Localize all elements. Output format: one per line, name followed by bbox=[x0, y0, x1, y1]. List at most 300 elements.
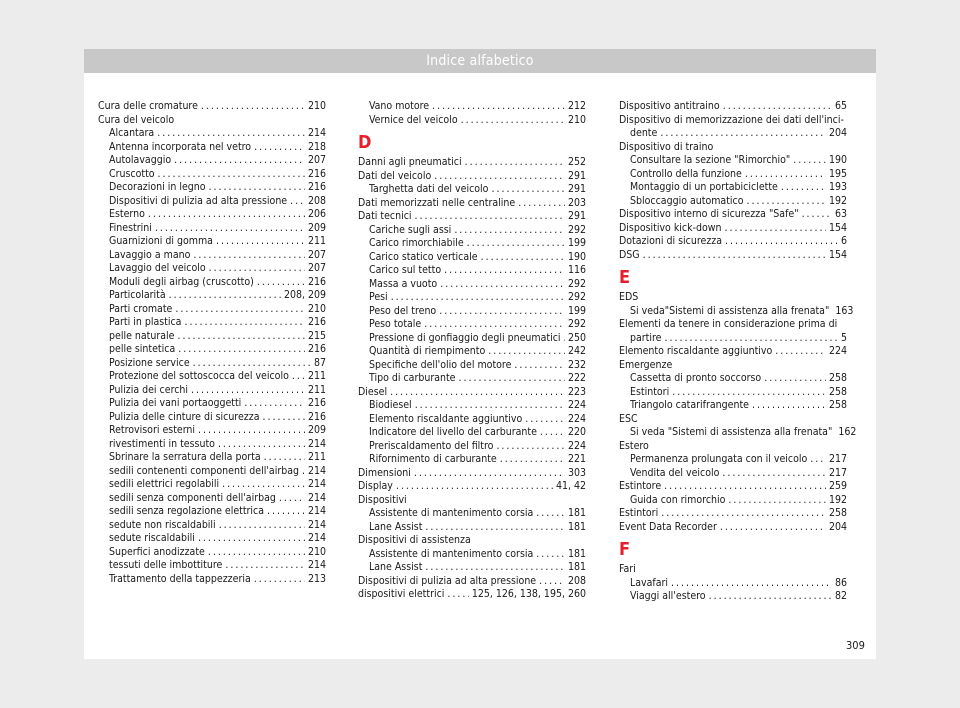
entry-term: Particolarità bbox=[109, 289, 166, 301]
entry-term: Dispositivo kick-down bbox=[619, 221, 722, 234]
entry-term: Lane Assist bbox=[369, 520, 423, 533]
index-subentry bbox=[619, 590, 847, 604]
index-subentry bbox=[358, 318, 586, 332]
dot-leader bbox=[491, 183, 565, 197]
index-subentry bbox=[619, 304, 854, 319]
entry-page-ref: 232 bbox=[567, 358, 586, 371]
entry-term: Si veda"Sistemi di assistenza alla frenata" bbox=[630, 304, 830, 317]
entry-term: Event Data Recorder bbox=[619, 520, 717, 533]
index-subentry bbox=[98, 249, 326, 263]
entry-term: Si veda "Sistemi di assistenza alla frenata" bbox=[630, 426, 833, 438]
dot-leader bbox=[158, 168, 305, 182]
entry-term: Finestrini bbox=[109, 221, 152, 234]
index-heading: Emergenze bbox=[619, 358, 673, 371]
dot-leader bbox=[218, 438, 305, 452]
dot-leader bbox=[725, 235, 838, 249]
dot-leader bbox=[209, 262, 305, 276]
index-heading: Dispositivi bbox=[358, 493, 407, 506]
dot-leader bbox=[424, 318, 565, 332]
index-entry bbox=[619, 345, 847, 359]
dot-leader bbox=[454, 224, 565, 238]
entry-page-ref: 192 bbox=[828, 194, 847, 207]
dot-leader bbox=[148, 208, 305, 222]
entry-page-ref: 209 bbox=[307, 424, 326, 436]
dot-leader bbox=[254, 141, 305, 155]
entry-page-ref: 291 bbox=[567, 183, 586, 195]
dot-leader bbox=[643, 249, 826, 263]
entry-term: Preriscaldamento del filtro bbox=[369, 439, 494, 452]
dot-leader bbox=[664, 332, 838, 346]
entry-term: Dati del veicolo bbox=[358, 169, 432, 182]
dot-leader bbox=[216, 235, 305, 249]
entry-page-ref: 291 bbox=[567, 210, 586, 222]
index-subentry bbox=[98, 330, 326, 344]
entry-page-ref: 162 bbox=[838, 426, 857, 438]
dot-leader bbox=[444, 264, 565, 278]
entry-term: Lane Assist bbox=[369, 561, 423, 573]
dot-leader bbox=[672, 386, 826, 400]
entry-page-ref: 207 bbox=[307, 154, 326, 166]
entry-page-ref: 214 bbox=[307, 559, 326, 571]
dot-leader bbox=[279, 492, 305, 506]
entry-term: Esterno bbox=[109, 208, 145, 220]
entry-page-ref: 224 bbox=[567, 412, 586, 425]
entry-term: DSG bbox=[619, 248, 640, 261]
entry-term: Alcantara bbox=[109, 127, 155, 139]
index-subentry bbox=[619, 577, 847, 591]
entry-page-ref: 181 bbox=[567, 520, 586, 533]
index-subentry bbox=[358, 278, 586, 292]
entry-page-ref: 211 bbox=[307, 383, 326, 396]
entry-term: Superfici anodizzate bbox=[109, 545, 205, 558]
index-subentry bbox=[358, 100, 586, 114]
entry-term: Dispositivi di pulizia ad alta pressione bbox=[358, 574, 537, 587]
index-subentry bbox=[98, 127, 326, 141]
entry-page-ref: 82 bbox=[834, 590, 847, 602]
index-heading: EDS bbox=[619, 291, 639, 303]
entry-page-ref: 224 bbox=[567, 399, 586, 411]
index-subentry bbox=[619, 467, 847, 481]
index-entry bbox=[619, 100, 847, 114]
entry-page-ref: 125, 126, 138, 195, 260 bbox=[471, 588, 586, 600]
entry-page-ref: 224 bbox=[828, 345, 847, 357]
dot-leader bbox=[459, 372, 565, 386]
entry-term: rivestimenti in tessuto bbox=[109, 437, 215, 450]
index-entry bbox=[358, 197, 586, 211]
index-subentry bbox=[358, 507, 586, 521]
dot-leader bbox=[661, 507, 826, 521]
dot-leader bbox=[496, 440, 565, 454]
entry-term: Sbloccaggio automatico bbox=[630, 194, 744, 207]
manual-page bbox=[84, 49, 876, 659]
index-subentry bbox=[98, 384, 326, 398]
dot-leader bbox=[781, 181, 826, 195]
dot-leader bbox=[262, 411, 304, 425]
entry-term: Guida con rimorchio bbox=[630, 493, 726, 506]
index-subentry bbox=[358, 224, 586, 238]
dot-leader bbox=[752, 399, 826, 413]
index-subentry bbox=[358, 548, 586, 562]
index-subentry bbox=[358, 359, 586, 373]
dot-leader bbox=[169, 289, 281, 303]
dot-leader bbox=[244, 397, 305, 411]
dot-leader bbox=[254, 573, 305, 587]
entry-page-ref: 216 bbox=[307, 181, 326, 193]
entry-term: Targhetta dati del veicolo bbox=[369, 183, 489, 195]
entry-term: Dispositivo antitraino bbox=[619, 100, 720, 112]
dot-leader bbox=[764, 372, 826, 386]
entry-page-ref: 291 bbox=[567, 169, 586, 182]
index-subentry bbox=[619, 453, 847, 467]
dot-leader bbox=[415, 210, 565, 224]
entry-page-ref: 210 bbox=[307, 100, 326, 112]
index-subentry bbox=[98, 262, 326, 276]
index-subentry bbox=[98, 154, 326, 168]
entry-page-ref: 258 bbox=[828, 507, 847, 519]
dot-leader bbox=[191, 384, 305, 398]
index-subentry bbox=[98, 424, 326, 438]
entry-term: sedili contenenti componenti dell'airbag bbox=[109, 464, 300, 477]
dot-leader bbox=[432, 100, 565, 114]
entry-page-ref: 190 bbox=[828, 154, 847, 166]
entry-page-ref: 292 bbox=[567, 277, 586, 290]
entry-term: sedute riscaldabili bbox=[109, 532, 195, 544]
entry-term: Elemento riscaldante aggiuntivo bbox=[369, 412, 523, 425]
entry-term: sedili senza componenti dell'airbag bbox=[109, 491, 276, 504]
entry-page-ref: 216 bbox=[307, 167, 326, 180]
dot-leader bbox=[514, 359, 565, 373]
entry-term: Montaggio di un portabiciclette bbox=[630, 181, 778, 193]
index-subentry bbox=[619, 332, 847, 346]
dot-leader bbox=[722, 467, 826, 481]
entry-term: pelle naturale bbox=[109, 329, 175, 342]
entry-term: Assistente di mantenimento corsia bbox=[369, 547, 534, 560]
entry-page-ref: 181 bbox=[567, 561, 586, 573]
entry-term: Dispositivo interno di sicurezza "Safe" bbox=[619, 208, 799, 220]
entry-term: Protezione del sottoscocca del veicolo bbox=[109, 370, 289, 382]
index-subentry bbox=[358, 114, 586, 128]
dot-leader bbox=[775, 345, 826, 359]
dot-leader bbox=[178, 343, 305, 357]
entry-page-ref: 224 bbox=[567, 439, 586, 452]
dot-leader bbox=[155, 222, 305, 236]
index-entry bbox=[358, 156, 586, 170]
index-column-1 bbox=[98, 100, 326, 586]
index-subentry bbox=[619, 426, 857, 440]
entry-page-ref: 258 bbox=[828, 399, 847, 411]
dot-leader bbox=[536, 507, 565, 521]
index-subentry bbox=[98, 505, 326, 519]
entry-term: Antenna incorporata nel vetro bbox=[109, 140, 252, 153]
entry-term: Biodiesel bbox=[369, 399, 412, 411]
entry-term: Carico rimorchiabile bbox=[369, 237, 464, 249]
index-entry bbox=[619, 208, 847, 222]
entry-term: Cura delle cromature bbox=[98, 100, 198, 112]
entry-page-ref: 212 bbox=[567, 100, 586, 112]
page-header bbox=[84, 49, 876, 73]
entry-term: Massa a vuoto bbox=[369, 277, 438, 290]
dot-leader bbox=[264, 451, 305, 465]
entry-page-ref: 214 bbox=[307, 478, 326, 490]
entry-page-ref: 216 bbox=[307, 410, 326, 423]
entry-page-ref: 292 bbox=[567, 291, 586, 303]
entry-term: partire bbox=[630, 331, 662, 344]
entry-term: Controllo della funzione bbox=[630, 167, 742, 180]
index-subentry bbox=[358, 183, 586, 197]
entry-page-ref: 216 bbox=[307, 316, 326, 328]
entry-term: Peso del treno bbox=[369, 304, 437, 317]
dot-leader bbox=[257, 276, 305, 290]
entry-page-ref: 163 bbox=[835, 304, 854, 317]
dot-leader bbox=[793, 154, 826, 168]
entry-term: Rifornimento di carburante bbox=[369, 453, 497, 465]
entry-term: Vernice del veicolo bbox=[369, 113, 458, 126]
dot-leader bbox=[709, 590, 832, 604]
entry-term: tessuti delle imbottiture bbox=[109, 559, 223, 571]
entry-term: Decorazioni in legno bbox=[109, 181, 206, 193]
entry-term: Pulizia dei vani portaoggetti bbox=[109, 397, 242, 409]
page-title: Indice alfabetico bbox=[426, 53, 534, 69]
dot-leader bbox=[481, 251, 565, 265]
index-subentry bbox=[98, 478, 326, 492]
index-subentry bbox=[619, 195, 847, 209]
index-subentry bbox=[98, 289, 326, 303]
entry-page-ref: 216 bbox=[307, 343, 326, 355]
entry-page-ref: 252 bbox=[567, 156, 586, 168]
dot-leader bbox=[208, 546, 305, 560]
entry-page-ref: 222 bbox=[567, 372, 586, 384]
entry-page-ref: 214 bbox=[307, 518, 326, 531]
dot-leader bbox=[802, 208, 832, 222]
entry-term: Elemento riscaldante aggiuntivo bbox=[619, 345, 773, 357]
dot-leader bbox=[465, 156, 565, 170]
index-subentry bbox=[98, 222, 326, 236]
dot-leader bbox=[671, 577, 832, 591]
entry-term: Diesel bbox=[358, 385, 388, 398]
entry-term: Carico statico verticale bbox=[369, 250, 478, 263]
dot-leader bbox=[290, 195, 305, 209]
index-subentry bbox=[619, 154, 847, 168]
entry-page-ref: 65 bbox=[834, 100, 847, 112]
entry-page-ref: 215 bbox=[307, 329, 326, 342]
index-subentry bbox=[619, 386, 847, 400]
entry-term: Tipo di carburante bbox=[369, 372, 456, 384]
index-subentry bbox=[98, 559, 326, 573]
entry-term: Estintori bbox=[630, 385, 670, 398]
dot-leader bbox=[745, 168, 826, 182]
entry-page-ref: 192 bbox=[828, 493, 847, 506]
index-subentry bbox=[98, 168, 326, 182]
entry-term: Parti cromate bbox=[109, 302, 173, 315]
entry-term: Pulizia dei cerchi bbox=[109, 383, 189, 396]
entry-page-ref: 214 bbox=[307, 532, 326, 544]
dot-leader bbox=[539, 575, 565, 589]
entry-term: Guarnizioni di gomma bbox=[109, 235, 213, 247]
entry-term: Consultare la sezione "Rimorchio" bbox=[630, 154, 791, 166]
index-entry bbox=[358, 386, 586, 400]
entry-page-ref: 210 bbox=[307, 302, 326, 315]
entry-term: Autolavaggio bbox=[109, 154, 172, 166]
entry-term: Parti in plastica bbox=[109, 316, 182, 328]
entry-page-ref: 292 bbox=[567, 223, 586, 236]
entry-term: Display bbox=[358, 480, 393, 492]
entry-term: Indicatore del livello del carburante bbox=[369, 426, 537, 438]
dot-leader bbox=[461, 114, 565, 128]
entry-term: Dotazioni di sicurezza bbox=[619, 235, 723, 247]
entry-page-ref: 211 bbox=[307, 370, 326, 382]
index-entry bbox=[358, 467, 586, 481]
entry-page-ref: 206 bbox=[307, 208, 326, 220]
entry-page-ref: 214 bbox=[307, 464, 326, 477]
dot-leader bbox=[728, 494, 826, 508]
index-subentry bbox=[98, 465, 326, 479]
entry-term: Peso totale bbox=[369, 318, 422, 330]
entry-page-ref: 203 bbox=[567, 196, 586, 209]
index-subentry bbox=[619, 127, 847, 141]
entry-page-ref: 213 bbox=[307, 572, 326, 585]
entry-page-ref: 216 bbox=[307, 275, 326, 288]
index-section-letter: E bbox=[619, 267, 631, 288]
entry-term: Dimensioni bbox=[358, 466, 411, 479]
entry-page-ref: 214 bbox=[307, 127, 326, 139]
index-subentry bbox=[358, 413, 586, 427]
dot-leader bbox=[174, 154, 305, 168]
index-subentry bbox=[98, 370, 326, 384]
entry-term: Cruscotto bbox=[109, 167, 155, 180]
index-entry bbox=[619, 235, 847, 249]
entry-page-ref: 116 bbox=[567, 264, 586, 276]
entry-page-ref: 207 bbox=[307, 262, 326, 274]
index-subentry bbox=[358, 399, 586, 413]
dot-leader bbox=[193, 357, 311, 371]
dot-leader bbox=[723, 100, 832, 114]
index-subentry bbox=[98, 532, 326, 546]
entry-page-ref: 86 bbox=[834, 576, 847, 589]
index-entry bbox=[619, 222, 847, 236]
entry-term: Assistente di mantenimento corsia bbox=[369, 507, 534, 519]
entry-term: dispositivi elettrici bbox=[358, 588, 445, 600]
entry-term: Dispositivi di pulizia ad alta pressione bbox=[109, 194, 288, 207]
dot-leader bbox=[201, 100, 305, 114]
index-heading: ESC bbox=[619, 412, 638, 425]
dot-leader bbox=[177, 330, 305, 344]
index-subentry bbox=[98, 208, 326, 222]
entry-page-ref: 6 bbox=[840, 235, 847, 247]
dot-leader bbox=[518, 197, 565, 211]
index-entry bbox=[358, 210, 586, 224]
index-subentry bbox=[358, 237, 586, 251]
entry-term: Moduli degli airbag (cruscotto) bbox=[109, 275, 254, 288]
index-subentry bbox=[98, 573, 326, 587]
index-heading: Cura del veicolo bbox=[98, 113, 175, 126]
entry-page-ref: 292 bbox=[567, 318, 586, 330]
index-entry bbox=[358, 480, 586, 494]
entry-page-ref: 209 bbox=[307, 221, 326, 234]
index-entry bbox=[358, 575, 586, 589]
index-heading: Dispositivo di traino bbox=[619, 140, 714, 153]
index-subentry bbox=[358, 251, 586, 265]
index-subentry bbox=[358, 332, 586, 346]
entry-page-ref: 223 bbox=[567, 385, 586, 398]
entry-page-ref: 87 bbox=[313, 356, 326, 369]
dot-leader bbox=[500, 453, 565, 467]
index-entry-line: Dispositivo di memorizzazione dei dati dell'inci- bbox=[619, 113, 844, 126]
dot-leader bbox=[414, 467, 565, 481]
index-heading: Fari bbox=[619, 563, 636, 575]
entry-page-ref: 204 bbox=[828, 520, 847, 533]
entry-term: pelle sintetica bbox=[109, 343, 176, 355]
dot-leader bbox=[536, 548, 565, 562]
entry-page-ref: 208 bbox=[307, 194, 326, 207]
entry-page-ref: 303 bbox=[567, 466, 586, 479]
page-number: 309 bbox=[846, 639, 865, 652]
entry-page-ref: 217 bbox=[828, 453, 847, 465]
entry-term: Estintori bbox=[619, 507, 659, 519]
entry-page-ref: 250 bbox=[567, 331, 586, 344]
dot-leader bbox=[193, 249, 305, 263]
index-subentry bbox=[98, 316, 326, 330]
dot-leader bbox=[184, 316, 304, 330]
entry-term: Pressione di gonfiaggio degli pneumatici bbox=[369, 331, 561, 344]
dot-leader bbox=[175, 303, 305, 317]
entry-page-ref: 210 bbox=[307, 545, 326, 558]
index-subentry bbox=[358, 521, 586, 535]
entry-page-ref: 211 bbox=[307, 235, 326, 247]
entry-term: Retrovisori esterni bbox=[109, 424, 196, 436]
index-subentry bbox=[358, 372, 586, 386]
dot-leader bbox=[267, 505, 305, 519]
entry-page-ref: 216 bbox=[307, 397, 326, 409]
entry-term: sedili senza regolazione elettrica bbox=[109, 505, 265, 517]
entry-page-ref: 207 bbox=[307, 248, 326, 261]
dot-leader bbox=[488, 345, 565, 359]
entry-page-ref: 41, 42 bbox=[555, 480, 586, 492]
index-entry bbox=[98, 100, 326, 114]
index-subentry bbox=[619, 181, 847, 195]
entry-term: Viaggi all'estero bbox=[630, 590, 706, 602]
entry-term: Lavaggio del veicolo bbox=[109, 262, 206, 274]
entry-page-ref: 199 bbox=[567, 237, 586, 249]
entry-page-ref: 211 bbox=[307, 451, 326, 463]
index-subentry bbox=[619, 494, 847, 508]
entry-page-ref: 258 bbox=[828, 372, 847, 384]
index-subentry bbox=[358, 426, 586, 440]
dot-leader bbox=[447, 588, 468, 602]
entry-page-ref: 218 bbox=[307, 140, 326, 153]
dot-leader bbox=[415, 399, 565, 413]
index-entry bbox=[619, 480, 847, 494]
entry-page-ref: 242 bbox=[567, 345, 586, 357]
dot-leader bbox=[222, 478, 305, 492]
entry-page-ref: 195 bbox=[828, 167, 847, 180]
index-heading: Dispositivi di assistenza bbox=[358, 534, 471, 546]
entry-page-ref: 154 bbox=[828, 221, 847, 234]
entry-page-ref: 258 bbox=[828, 385, 847, 398]
index-subentry bbox=[98, 451, 326, 465]
index-subentry bbox=[98, 343, 326, 357]
entry-term: Pesi bbox=[369, 291, 388, 303]
index-subentry bbox=[98, 411, 326, 425]
dot-leader bbox=[209, 181, 305, 195]
index-subentry bbox=[358, 440, 586, 454]
entry-page-ref: 214 bbox=[307, 505, 326, 517]
index-subentry bbox=[358, 264, 586, 278]
dot-leader bbox=[664, 480, 826, 494]
index-subentry bbox=[98, 276, 326, 290]
entry-term: Cassetta di pronto soccorso bbox=[630, 372, 762, 384]
entry-term: sedili elettrici regolabili bbox=[109, 478, 220, 490]
dot-leader bbox=[157, 127, 305, 141]
